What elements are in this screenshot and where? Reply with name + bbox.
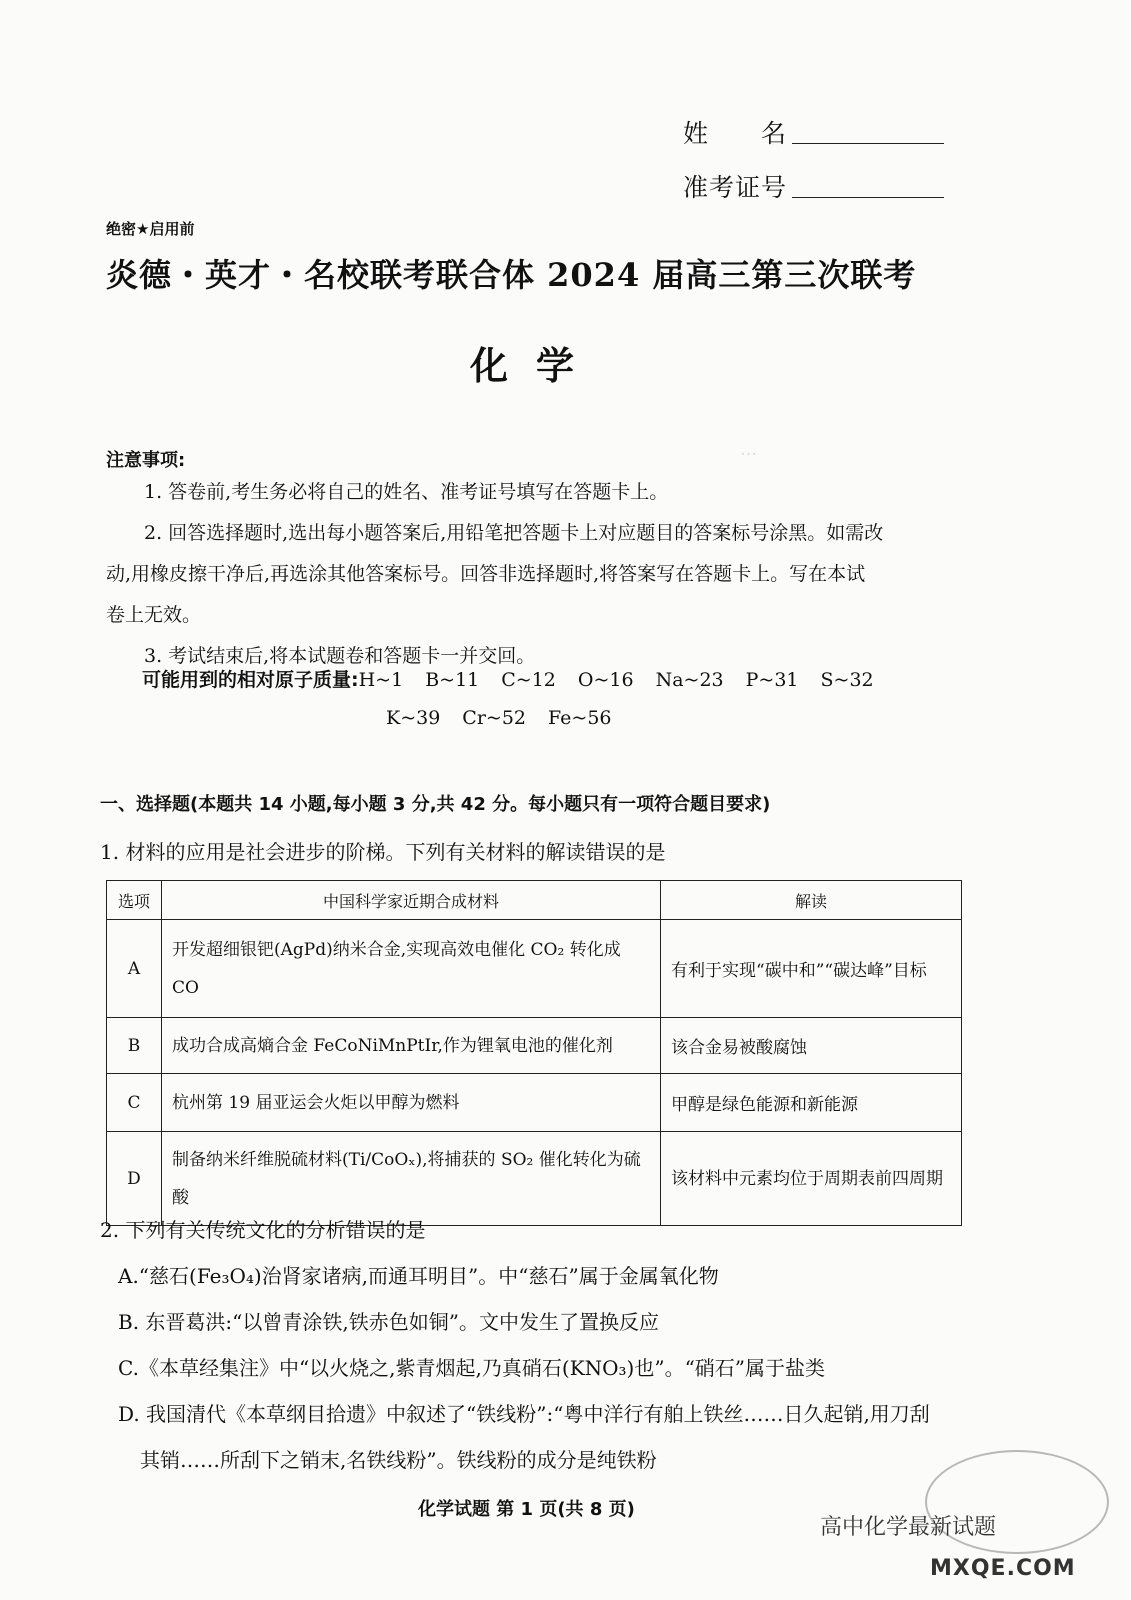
column-header-material: 中国科学家近期合成材料 <box>162 881 661 920</box>
subject-title: 化学 <box>470 344 603 388</box>
notes-heading: 注意事项: <box>106 450 186 471</box>
exam-title: 炎德・英才・名校联考联合体 2024 届高三第三次联考 <box>106 256 917 294</box>
watermark-url: MXQE.COM <box>930 1556 1076 1581</box>
material-cell: 成功合成高熵合金 FeCoNiMnPtIr,作为锂氧电池的催化剂 <box>162 1018 661 1074</box>
table-row <box>107 1132 962 1226</box>
atomic-mass-row-1 <box>142 660 896 701</box>
option-cell: C <box>107 1074 162 1132</box>
note-2-line-2: 动,用橡皮擦干净后,再选涂其他答案标号。回答非选择题时,将答案写在答题卡上。写在本试 <box>106 563 866 585</box>
notes-body <box>106 472 883 677</box>
question-2-option-c: C.《本草经集注》中“以火烧之,紫青烟起,乃真硝石(KNO₃)也”。“硝石”属于盐类 <box>118 1356 826 1380</box>
watermark-text: 高中化学最新试题 <box>820 1515 997 1540</box>
mass-k: K~39 <box>386 707 441 729</box>
watermark-logo <box>925 1450 1109 1554</box>
name-label: 姓 名 <box>683 119 788 148</box>
question-2-stem: 2. 下列有关传统文化的分析错误的是 <box>100 1218 426 1242</box>
interpretation-cell: 甲醇是绿色能源和新能源 <box>661 1074 962 1132</box>
mass-o: O~16 <box>577 669 634 691</box>
mass-c: C~12 <box>501 669 556 691</box>
mass-h: H~1 <box>358 669 404 691</box>
table-row <box>107 1074 962 1132</box>
exam-number-label: 准考证号 <box>683 173 788 202</box>
section-heading: 一、选择题(本题共 14 小题,每小题 3 分,共 42 分。每小题只有一项符合题目要求) <box>100 794 771 815</box>
note-2-line-3: 卷上无效。 <box>106 604 202 626</box>
interpretation-cell: 该材料中元素均位于周期表前四周期 <box>661 1132 962 1226</box>
question-1-stem: 1. 材料的应用是社会进步的阶梯。下列有关材料的解读错误的是 <box>100 840 666 864</box>
material-cell: 杭州第 19 届亚运会火炬以甲醇为燃料 <box>162 1074 661 1132</box>
mass-b: B~11 <box>425 669 480 691</box>
column-header-option: 选项 <box>107 881 162 920</box>
confidential-mark: 绝密★启用前 <box>106 220 195 238</box>
mass-na: Na~23 <box>655 669 724 691</box>
table-row <box>107 920 962 1018</box>
exam-number-blank[interactable] <box>792 197 944 198</box>
question-2-option-b: B. 东晋葛洪:“以曾青涂铁,铁赤色如铜”。文中发生了置换反应 <box>118 1310 659 1334</box>
note-2-line-1: 2. 回答选择题时,选出每小题答案后,用铅笔把答题卡上对应题目的答案标号涂黑。如需改 <box>144 522 884 544</box>
mass-p: P~31 <box>745 669 799 691</box>
option-cell: B <box>107 1018 162 1074</box>
option-cell: D <box>107 1132 162 1226</box>
bleed-through-text: … <box>740 440 757 460</box>
note-1: 1. 答卷前,考生务必将自己的姓名、准考证号填写在答题卡上。 <box>144 481 669 503</box>
material-text: 开发超细银钯(AgPd)纳米合金,实现高效电催化 CO₂ 转化成 CO <box>172 939 621 998</box>
question-2-option-a: A.“慈石(Fe₃O₄)治肾家诸病,而通耳明目”。中“慈石”属于金属氧化物 <box>118 1264 719 1288</box>
interpretation-cell: 该合金易被酸腐蚀 <box>661 1018 962 1074</box>
name-blank[interactable] <box>792 143 944 144</box>
question-2-option-d-line-1: D. 我国清代《本草纲目拾遗》中叙述了“铁线粉”:“粤中洋行有舶上铁丝……日久起销,用刀刮 <box>118 1402 930 1426</box>
interpretation-cell: 有利于实现“碳中和”“碳达峰”目标 <box>661 920 962 1018</box>
question-2-option-d-line-2: 其销……所刮下之销末,名铁线粉”。铁线粉的成分是纯铁粉 <box>140 1448 657 1472</box>
mass-fe: Fe~56 <box>548 707 612 729</box>
option-cell: A <box>107 920 162 1018</box>
page-footer: 化学试题 第 1 页(共 8 页) <box>418 1499 635 1520</box>
atomic-mass-label: 可能用到的相对原子质量: <box>142 669 359 691</box>
table-row <box>107 1018 962 1074</box>
material-cell: 制备纳米纤维脱硫材料(Ti/CoOₓ),将捕获的 SO₂ 催化转化为硫酸 <box>162 1132 661 1226</box>
table-header-row <box>107 881 962 920</box>
note-3: 3. 考试结束后,将本试题卷和答题卡一并交回。 <box>144 645 536 667</box>
mass-s: S~32 <box>820 669 874 691</box>
material-cell <box>162 920 661 1018</box>
mass-cr: Cr~52 <box>462 707 527 729</box>
column-header-interpretation: 解读 <box>661 881 962 920</box>
materials-table <box>106 880 962 1226</box>
atomic-mass-row-2 <box>386 698 634 739</box>
